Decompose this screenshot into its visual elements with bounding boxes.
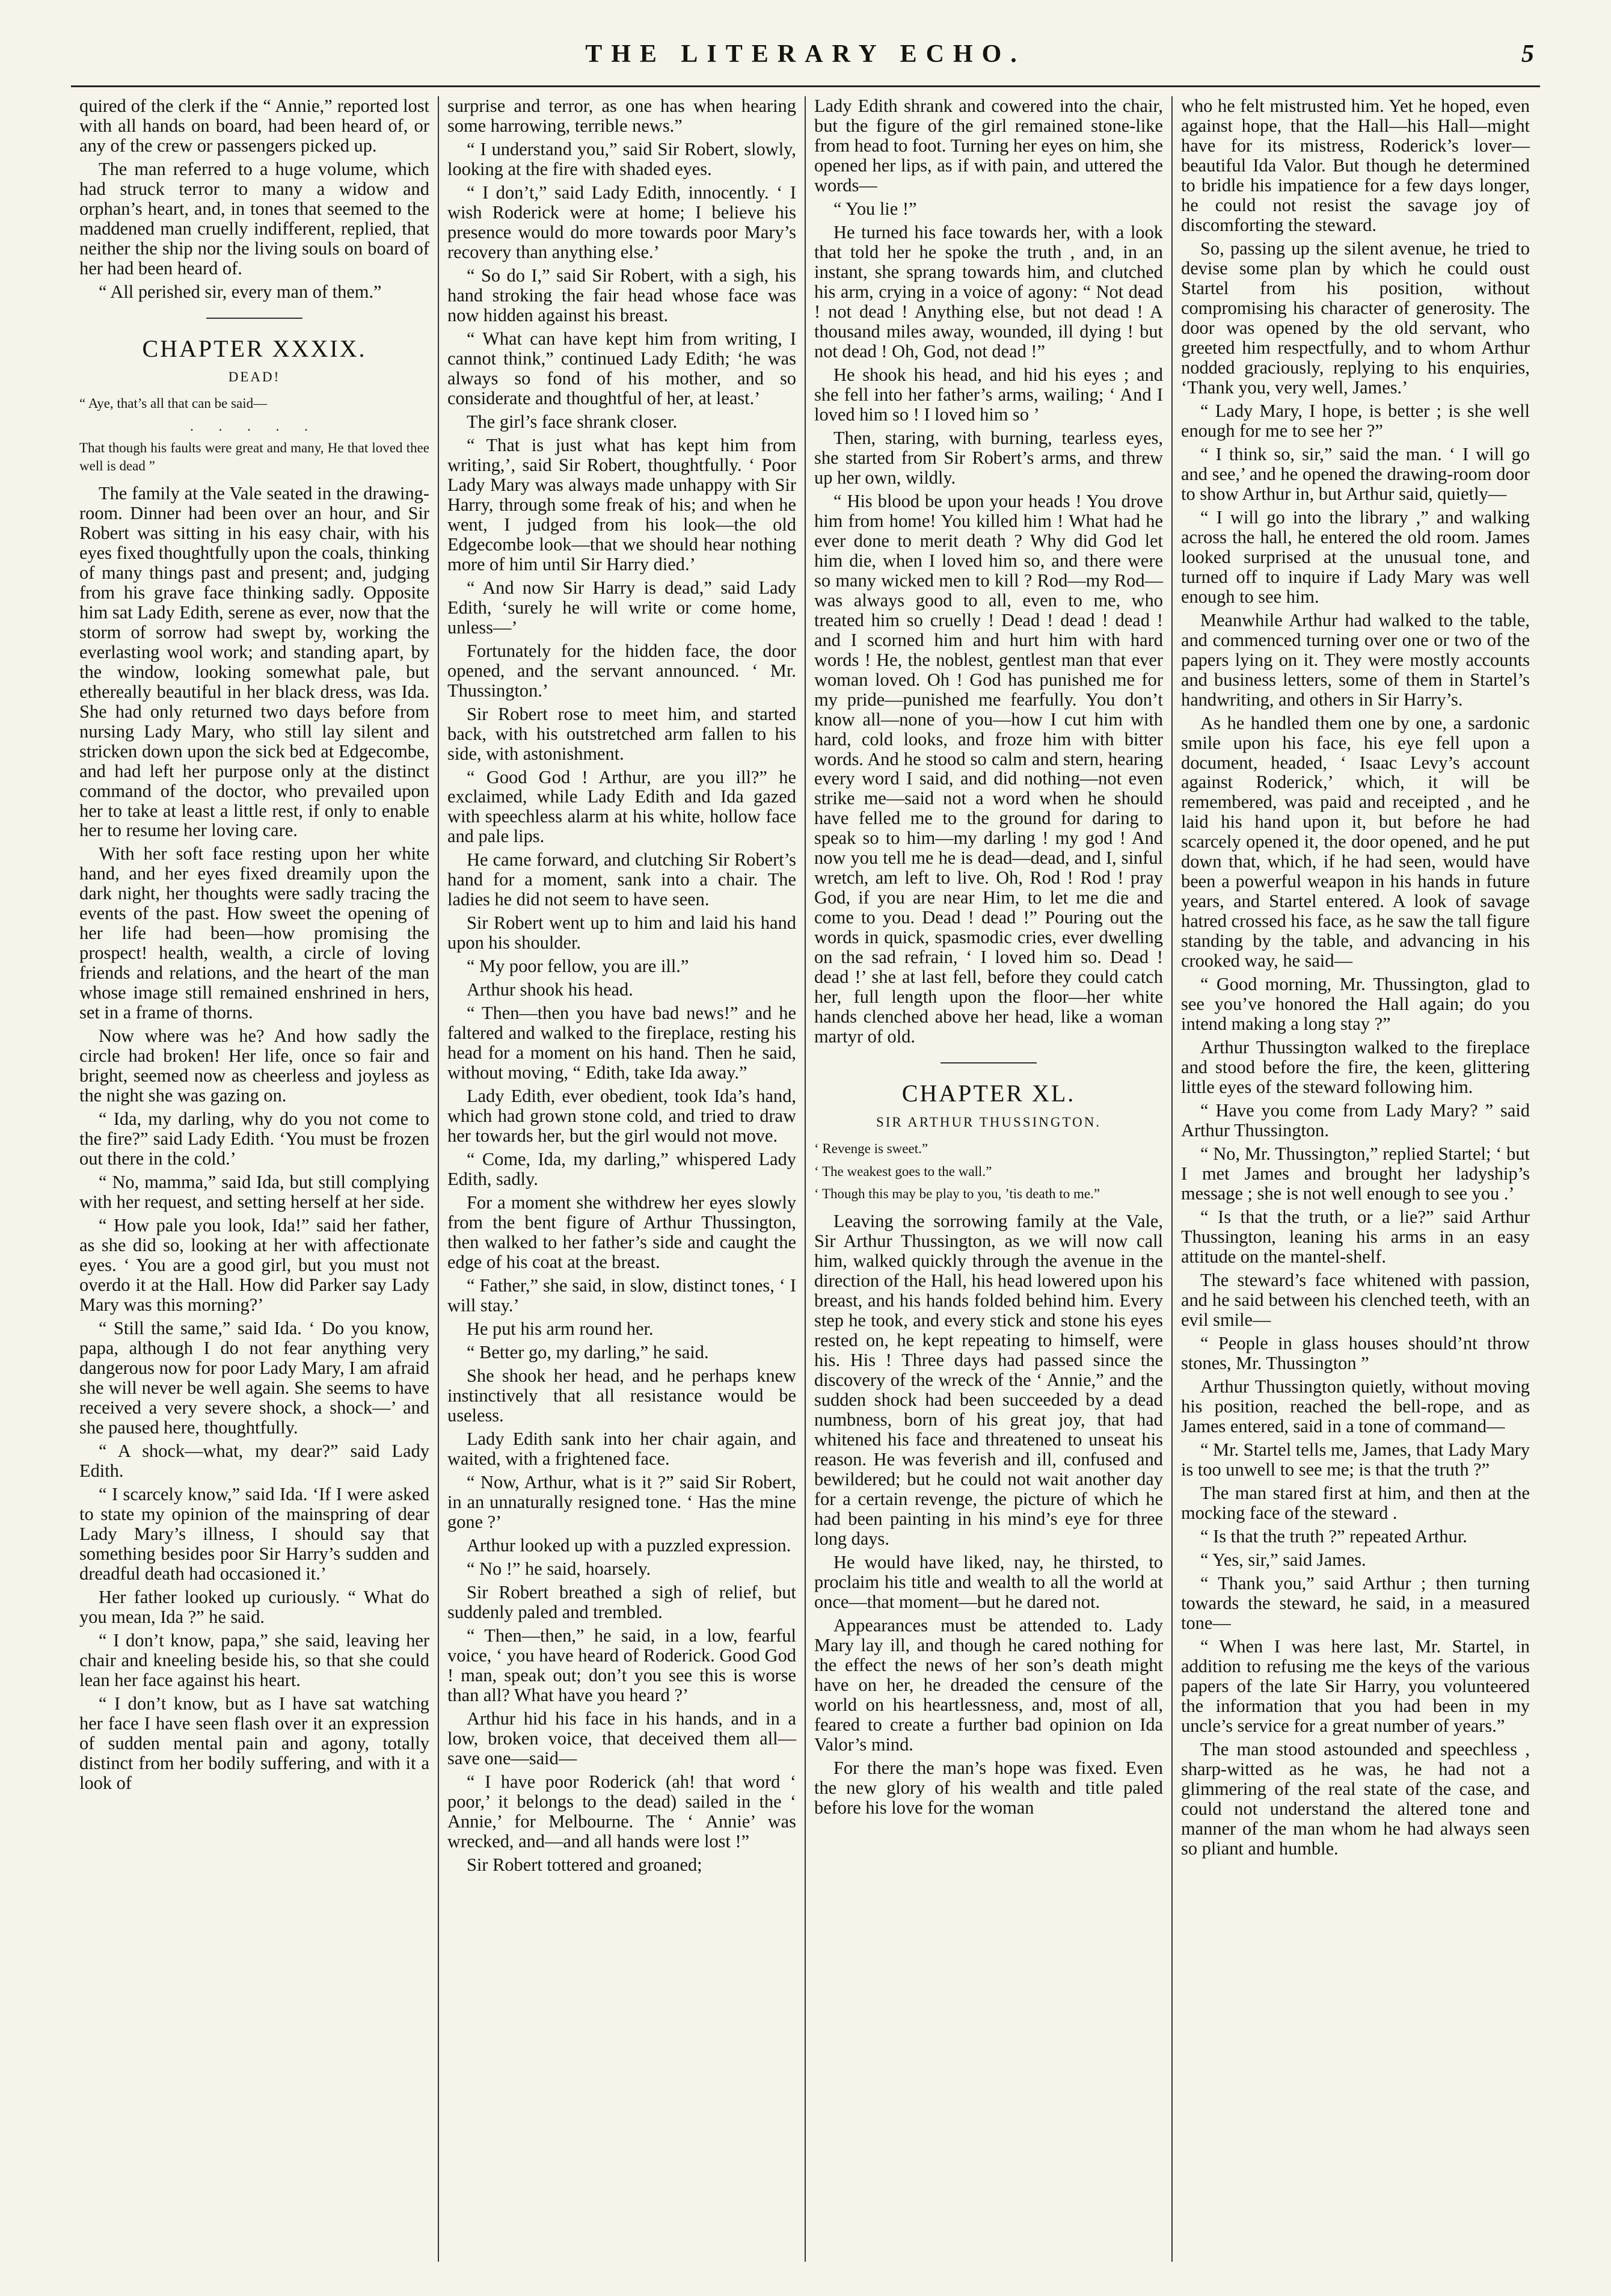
column-4 <box>1171 96 1538 2262</box>
paragraph: Meanwhile Arthur had walked to the table, and commenced turning over one or two of the papers lying on it. They were mostly accounts and business letters, some of them in Startel’s handwriting, and others in Sir Harry’s. <box>1181 609 1530 710</box>
chapter-rule <box>941 1062 1037 1063</box>
publication-title: THE LITERARY ECHO. <box>585 40 1026 68</box>
paragraph: He turned his face towards her, with a look that told her he spoke the truth , and, in an instant, she sprang towards him, and clutched his arm, crying in a voice of agony: “ Not dead ! not dead ! Anything else, but not dead ! A thousand miles away, wounded, ill dying ! but not dead ! Oh, God, not dead !” <box>814 221 1163 362</box>
paragraph: “ I understand you,” said Sir Robert, slowly, looking at the fire with shaded eyes. <box>447 138 796 179</box>
paragraph: Appearances must be attended to. Lady Mary lay ill, and though he cared nothing for the effect the news of her son’s death might have on her, he dreaded the censure of the world on his heartlessness, and, most of all, feared to create a further bad opinion on Ida Valor’s mind. <box>814 1614 1163 1755</box>
page-number: 5 <box>1521 40 1534 68</box>
paragraph: “ Still the same,” said Ida. ‘ Do you know, papa, although I do not fear anything very dangerous now for poor Lady Mary, I am afraid she will never be well again. She seems to have received a very severe shock, a shock—’ and she paused here, thoughtfully. <box>79 1318 429 1438</box>
epigraph-line: “ Aye, that’s all that can be said— <box>79 396 268 411</box>
paragraph: “ A shock—what, my dear?” said Lady Edith. <box>79 1441 429 1481</box>
paragraph: “ So do I,” said Sir Robert, with a sigh, his hand stroking the fair head whose face was now hidden against his breast. <box>447 265 796 325</box>
paragraph: Arthur looked up with a puzzled expression. <box>467 1534 791 1556</box>
article-columns <box>71 96 1540 2262</box>
column-2 <box>438 96 805 2262</box>
paragraph: Her father looked up curiously. “ What do you mean, Ida ?” he said. <box>79 1586 429 1627</box>
chapter-rule <box>206 318 302 319</box>
paragraph: Arthur shook his head. <box>467 979 633 1000</box>
epigraph-line: ‘ Revenge is sweet.” <box>814 1140 928 1156</box>
paragraph: As he handled them one by one, a sardonic smile upon his face, his eye fell upon a document, headed, ‘ Isaac Levy’s account against Roderick,’ which, it will be remembered, was paid and receipted , and he laid his hand upon it, but before he had scarcely opened it, the door opened, and he put down that, which, if he had seen, would have been a powerful weapon in his hands in future years, and Startel entered. A look of savage hatred crossed his face, as he saw the tall figure standing by the table, and advancing in his crooked way, he said— <box>1181 712 1530 971</box>
paragraph: “ No, mamma,” said Ida, but still complying with her request, and setting herself at her side. <box>79 1172 429 1213</box>
paragraph: “ Good God ! Arthur, are you ill?” he exclaimed, while Lady Edith and Ida gazed with speechless alarm at his white, hollow face and pale lips. <box>447 766 796 847</box>
paragraph: “ Lady Mary, I hope, is better ; is she well enough for me to see her ?” <box>1181 400 1530 441</box>
paragraph: “ I have poor Roderick (ah! that word ‘ poor,’ it belongs to the dead) sailed in the ‘ Annie,’ for Melbourne. The ‘ Annie’ was wrecked, and—and all hands were lost !” <box>447 1771 796 1851</box>
paragraph: “ No, Mr. Thussington,” replied Startel; ‘ but I met James and brought her ladyship’s message ; she is not well enough to see you .’ <box>1181 1143 1530 1204</box>
paragraph: The man stared first at him, and then at the mocking face of the steward . <box>1181 1482 1530 1523</box>
paragraph: Then, staring, with burning, tearless eyes, she started from Sir Robert’s arms, and threw up her own, wildly. <box>814 427 1163 488</box>
paragraph: Sir Robert breathed a sigh of relief, but suddenly paled and trembled. <box>447 1581 796 1622</box>
paragraph: who he felt mistrusted him. Yet he hoped, even against hope, that the Hall—his Hall—might have for its mistress, Roderick’s lover—beautiful Ida Valor. But though he determined to bridle his impatience for a few days longer, he could not resist the savage joy of discomforting the steward. <box>1181 96 1530 235</box>
paragraph: Lady Edith shrank and cowered into the chair, but the figure of the girl remained stone-like from head to foot. Turning her eyes on him, she opened her lips, as if with pain, and uttered the words— <box>814 96 1163 195</box>
paragraph: “ You lie !” <box>833 198 917 219</box>
paragraph: Lady Edith, ever obedient, took Ida’s hand, which had grown stone cold, and tried to draw her towards her, but the girl would not move. <box>447 1086 796 1146</box>
epigraph-ellipsis: . . . . . <box>190 419 319 434</box>
epigraph-line: ‘ Though this may be play to you, ’tis death to me.” <box>814 1186 1100 1202</box>
paragraph: The family at the Vale seated in the drawing-room. Dinner had been over an hour, and Sir Robert was sitting in his easy chair, with his eyes fixed thoughtfully upon the coals, thinking of many things past and present; and, judging from his grave face thinking sadly. Opposite him sat Lady Edith, serene as ever, now that the storm of sorrow had swept by, working the everlasting wool work; and standing apart, by the window, looking somewhat pale, but ethereally beautiful in her black dress, was Ida. She had only returned two days before from nursing Lady Mary, who still lay silent and stricken down upon the sick bed at Edgecombe, and had left her purpose only at the distinct command of the doctor, who prevailed upon her to take at least a little rest, if only to enable her to resume her loving care. <box>79 482 429 841</box>
paragraph: For a moment she withdrew her eyes slowly from the bent figure of Arthur Thussington, then walked to her father’s side and caught the edge of his coat at the breast. <box>447 1192 796 1273</box>
paragraph: “ Mr. Startel tells me, James, that Lady Mary is too unwell to see me; is that the truth ?” <box>1181 1439 1530 1480</box>
paragraph: “ Father,” she said, in slow, distinct tones, ‘ I will stay.’ <box>447 1275 796 1316</box>
paragraph: “ No !” he said, hoarsely. <box>467 1558 651 1579</box>
paragraph: “ I don’t know, but as I have sat watching her face I have seen flash over it an expression of sudden mental pain and agony, totally distinct from her bodily suffering, and with it a look of <box>79 1693 429 1793</box>
paragraph: She shook her head, and he perhaps knew instinctively that all resistance would be useless. <box>447 1365 796 1426</box>
paragraph: Sir Robert rose to meet him, and started back, with his outstretched arm fallen to his side, with astonishment. <box>447 703 796 764</box>
paragraph: “ I will go into the library ,” and walking across the hall, he entered the old room. James looked surprised at the unusual tone, and turned off to inquire if Lady Mary was well enough to see him. <box>1181 506 1530 607</box>
paragraph: With her soft face resting upon her white hand, and her eyes fixed dreamily upon the dark night, her thoughts were sadly tracing the events of the past. How sweet the opening of her life had been—how promising the prospect! health, wealth, a circle of loving friends and relations, and the heart of the man whose image still remained enshrined in hers, set in a frame of thorns. <box>79 843 429 1023</box>
paragraph: “ Yes, sir,” said James. <box>1200 1549 1366 1570</box>
paragraph: “ Is that the truth, or a lie?” said Arthur Thussington, leaning his arms in an easy attitude on the mantel-shelf. <box>1181 1207 1530 1267</box>
paragraph: “ Good morning, Mr. Thussington, glad to see you’ve honored the Hall again; do you intend making a long stay ?” <box>1181 974 1530 1035</box>
paragraph: “ Now, Arthur, what is it ?” said Sir Robert, in an unnaturally resigned tone. ‘ Has the mine gone ?’ <box>447 1471 796 1532</box>
paragraph: So, passing up the silent avenue, he tried to devise some plan by which he could oust Startel from his position, without compromising his character of generosity. The door was opened by the old servant, who greeted him respectfully, and to whom Arthur nodded graciously, replying to his enquiries, ‘Thank you, very well, James.’ <box>1181 238 1530 398</box>
paragraph: quired of the clerk if the “ Annie,” reported lost with all hands on board, had been heard of, or any of the crew or passengers picked up. <box>79 96 429 156</box>
paragraph: Fortunately for the hidden face, the door opened, and the servant announced. ‘ Mr. Thussington.’ <box>447 640 796 701</box>
running-header <box>71 37 1540 87</box>
paragraph: Arthur Thussington quietly, without moving his position, reached the bell-rope, and as James entered, said in a tone of command— <box>1181 1376 1530 1436</box>
paragraph: He put his arm round her. <box>467 1319 654 1340</box>
paragraph: “ Then—then you have bad news!” and he faltered and walked to the fireplace, resting his head for a moment on his hand. Then he said, without moving, “ Edith, take Ida away.” <box>447 1003 796 1083</box>
chapter-heading <box>79 318 429 385</box>
column-3 <box>805 96 1171 2262</box>
paragraph: “ Ida, my darling, why do you not come to the fire?” said Lady Edith. ‘You must be frozen out there in the cold.’ <box>79 1109 429 1169</box>
paragraph: surprise and terror, as one has when hearing some harrowing, terrible news.” <box>447 96 796 136</box>
column-1 <box>71 96 438 2262</box>
chapter-epigraph <box>79 395 429 475</box>
paragraph: Leaving the sorrowing family at the Vale, Sir Arthur Thussington, as we will now call him, walked quickly through the avenue in the direction of the Hall, his head lowered upon his breast, and his hands folded behind him. Every step he took, and every stick and stone his eyes rested on, he kept repeating to himself, were his. His ! Three days had passed since the discovery of the wreck of the ‘ Annie,” and the sudden shock had been succeeded by a dead numbness, born of his great joy, that had whitened his face and threatened to unseat his reason. He was feverish and ill, confused and bewildered; but he could not wait another day for a certain revenge, the picture of which he had been painting in his mind’s eye for three long days. <box>814 1211 1163 1550</box>
chapter-epigraph <box>814 1140 1163 1204</box>
paragraph: The man stood astounded and speechless , sharp-witted as he was, he had not a glimmering of the real state of the case, and could not understand the altered tone and manner of the man whom he had always seen so pliant and humble. <box>1181 1738 1530 1859</box>
paragraph: He shook his head, and hid his eyes ; and she fell into her father’s arms, wailing; ‘ And I loved him so ! I loved him so ’ <box>814 364 1163 425</box>
paragraph: “ I scarcely know,” said Ida. ‘If I were asked to state my opinion of the mainspring of dear Lady Mary’s illness, I should say that something besides poor Sir Harry’s sudden and dreadful death had occasioned it.’ <box>79 1483 429 1584</box>
paragraph: “ I think so, sir,” said the man. ‘ I will go and see,’ and he opened the drawing-room door to show Arthur in, but Arthur said, quietly— <box>1181 443 1530 504</box>
paragraph: Now where was he? And how sadly the circle had broken! Her life, once so fair and bright, seemed now as cheerless and joyless as the night she was gazing on. <box>79 1026 429 1106</box>
paragraph: “ Then—then,” he said, in a low, fearful voice, ‘ you have heard of Roderick. Good God ! man, speak out; don’t you see this is worse than all? What have you heard ?’ <box>447 1625 796 1705</box>
paragraph: “ What can have kept him from writing, I cannot think,” continued Lady Edith; ‘he was always so fond of his mother, and so considerate and thoughtful of her, at least.’ <box>447 328 796 408</box>
paragraph: “ Thank you,” said Arthur ; then turning towards the steward, he said, in a measured tone— <box>1181 1572 1530 1633</box>
paragraph: The steward’s face whitened with passion, and he said between his clenched teeth, with an evil smile— <box>1181 1270 1530 1331</box>
chapter-number: CHAPTER XL. <box>901 1080 1076 1107</box>
paragraph: Sir Robert went up to him and laid his hand upon his shoulder. <box>447 913 796 953</box>
paragraph: “ And now Sir Harry is dead,” said Lady Edith, ‘surely he will write or come home, unless—’ <box>447 577 796 638</box>
paragraph: “ Is that the truth ?” repeated Arthur. <box>1200 1525 1467 1547</box>
chapter-number: CHAPTER XXXIX. <box>142 334 367 362</box>
paragraph: “ His blood be upon your heads ! You drove him from home! You killed him ! What had he ever done to merit death ? Why did God let him die, when I loved him so, and there were so many wicked men to kill ? Rod—my Rod—was always good to all, even to me, who treated him so cruelly ! Dead ! dead ! dead ! and I scorned him and hurt him with hard words ! He, the noblest, gentlest man that ever woman loved. Oh ! God has punished me for my pride—punished me fearfully. You don’t know all—none of you—how I cut him with hard, cold looks, and froze him with bitter words. And he stood so calm and stern, hearing every word I said, and did nothing—not even strike me—said not a word when he should have felled me to the ground for daring to speak so to him—my darling ! my god ! And now you tell me he is dead—dead, and I, sinful wretch, am left to live. Oh, Rod ! Rod ! pray God, if you are near Him, to let me die and come to you. Dead ! dead !” Pouring out the words in quick, spasmodic cries, ever dwelling on the sad refrain, ‘ I loved him so. Dead ! dead !’ she at last fell, before they could catch her, full length upon the floor—her white hands clenched above her head, like a woman martyr of old. <box>814 490 1163 1047</box>
paragraph: “ I don’t,” said Lady Edith, innocently. ‘ I wish Roderick were at home; I believe his presence would do more towards poor Mary’s recovery than anything else.’ <box>447 182 796 262</box>
epigraph-line: That though his faults were great and many, He that loved thee well is dead ” <box>79 440 429 473</box>
paragraph: For there the man’s hope was fixed. Even the new glory of his wealth and title paled before his love for the woman <box>814 1757 1163 1818</box>
paragraph: “ How pale you look, Ida!” said her father, as she did so, looking at her with affectionate eyes. ‘ You are a good girl, but you must not overdo it at the Hall. How did Parker say Lady Mary was this morning?’ <box>79 1215 429 1316</box>
paragraph: The man referred to a huge volume, which had struck terror to many a widow and orphan’s heart, and, in tones that seemed to the maddened man cruelly indifferent, replied, that neither the ship nor the living souls on board of her had been heard of. <box>79 158 429 279</box>
paragraph: “ All perished sir, every man of them.” <box>99 281 382 302</box>
paragraph: He came forward, and clutching Sir Robert’s hand for a moment, sank into a chair. The ladies he did not seem to have seen. <box>447 849 796 910</box>
chapter-title: SIR ARTHUR THUSSINGTON. <box>876 1114 1102 1130</box>
paragraph: The girl’s face shrank closer. <box>467 411 678 432</box>
epigraph-line: ‘ The weakest goes to the wall.” <box>814 1163 992 1179</box>
paragraph: He would have liked, nay, he thirsted, to proclaim his title and wealth to all the world at once—that moment—but he dared not. <box>814 1552 1163 1612</box>
paragraph: “ When I was here last, Mr. Startel, in addition to refusing me the keys of the various papers of the late Sir Harry, you volunteered the information that you had been in my uncle’s service for a great number of years.” <box>1181 1636 1530 1736</box>
paragraph: “ Come, Ida, my darling,” whispered Lady Edith, sadly. <box>447 1149 796 1190</box>
paragraph: Lady Edith sank into her chair again, and waited, with a frightened face. <box>447 1429 796 1469</box>
chapter-title: DEAD! <box>228 369 281 385</box>
paragraph: “ Better go, my darling,” he said. <box>467 1342 709 1363</box>
paragraph: “ People in glass houses should’nt throw stones, Mr. Thussington ” <box>1181 1333 1530 1374</box>
paragraph: “ My poor fellow, you are ill.” <box>467 956 689 977</box>
paragraph: “ Have you come from Lady Mary? ” said Arthur Thussington. <box>1181 1100 1530 1141</box>
paragraph: “ I don’t know, papa,” she said, leaving her chair and kneeling beside his, so that she could lean her face against his heart. <box>79 1630 429 1690</box>
chapter-heading <box>814 1062 1163 1130</box>
paragraph: Sir Robert tottered and groaned; <box>467 1854 702 1875</box>
paragraph: Arthur Thussington walked to the fireplace and stood before the fire, the keen, glittering little eyes of the steward following him. <box>1181 1037 1530 1098</box>
paragraph: Arthur hid his face in his hands, and in a low, broken voice, that deceived them all—save one—said— <box>447 1708 796 1768</box>
paragraph: “ That is just what has kept him from writing,’, said Sir Robert, thoughtfully. ‘ Poor Lady Mary was always made unhappy with Sir Harry, through some freak of his; and when he went, I judged from his look—the old Edgecombe look—that we should hear nothing more of him until Sir Harry died.’ <box>447 434 796 574</box>
